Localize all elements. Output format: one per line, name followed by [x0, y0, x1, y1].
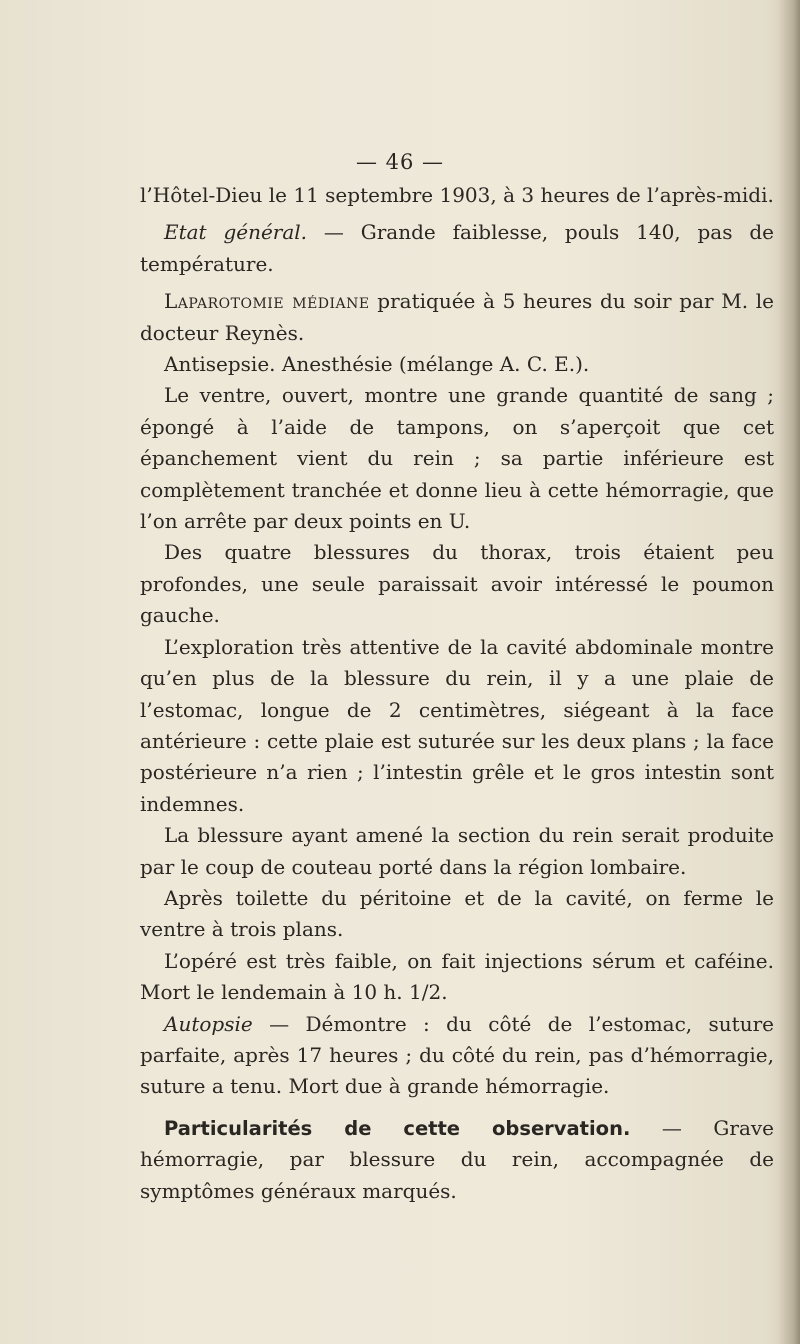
paragraph-opere: L’opéré est très faible, on fait injections sérum et caféine. Mort le lendemain à 10 h. 1/2.: [140, 948, 774, 1005]
paragraph-laparotomie: [140, 286, 774, 349]
page-number: — 46 —: [355, 150, 445, 174]
paragraph-etat-general: [140, 217, 774, 280]
paragraph-thorax: Des quatre blessures du thorax, trois étaient peu profondes, une seule paraissait avoir intéressé le poumon gauche.: [140, 540, 774, 628]
body-text: [140, 180, 774, 1207]
laparotomie-heading: Laparotomie médiane: [164, 289, 370, 314]
particularites-text: — Grave hémorragie, par blessure du rein, accompagnée de symptômes généraux marqués.: [140, 1115, 775, 1203]
paragraph-particularites: [140, 1113, 774, 1207]
particularites-heading: Particularités de cette observation.: [164, 1116, 631, 1140]
laparotomie-text: pratiquée à 5 heures du soir par M. le docteur Reynès.: [140, 289, 774, 345]
paragraph-toilette: Après toilette du péritoine et de la cavité, on ferme le ventre à trois plans.: [140, 885, 774, 942]
autopsie-text: — Démontre : du côté de l’estomac, suture parfaite, après 17 heures ; du côté du rein, pas d’hémorragie, suture a tenu. Mort due à grande hémorragie.: [140, 1011, 774, 1099]
paragraph-intro: l’Hôtel-Dieu le 11 septembre 1903, à 3 heures de l’après-midi.: [140, 183, 774, 207]
paragraph-blessure: La blessure ayant amené la section du rein serait produite par le coup de couteau porté dans la région lombaire.: [140, 823, 774, 879]
etat-general-heading: Etat général.: [164, 220, 308, 245]
paragraph-antisepsie: Antisepsie. Anesthésie (mélange A. C. E.).: [164, 352, 590, 377]
paragraph-autopsie: [140, 1009, 774, 1103]
page-edge-shadow: [778, 0, 800, 1344]
etat-general-text: — Grande faiblesse, pouls 140, pas de température.: [140, 220, 774, 276]
autopsie-heading: Autopsie: [164, 1011, 253, 1036]
paragraph-ventre: Le ventre, ouvert, montre une grande quantité de sang ; épongé à l’aide de tampons, on s’aperçoit que cet épanchement vient du rein ; sa partie inférieure est complètement tranchée et donne lieu à cette hémorragie, que l’on arrête par deux points en U.: [140, 383, 774, 534]
paragraph-exploration: L’exploration très attentive de la cavité abdominale montre qu’en plus de la blessure du rein, il y a une plaie de l’estomac, longue de 2 centimètres, siégeant à la face antérieure : cette plaie est suturée sur les deux plans ; la face postérieure n’a rien ; l’intestin grêle et le gros intestin sont indemnes.: [140, 634, 774, 816]
